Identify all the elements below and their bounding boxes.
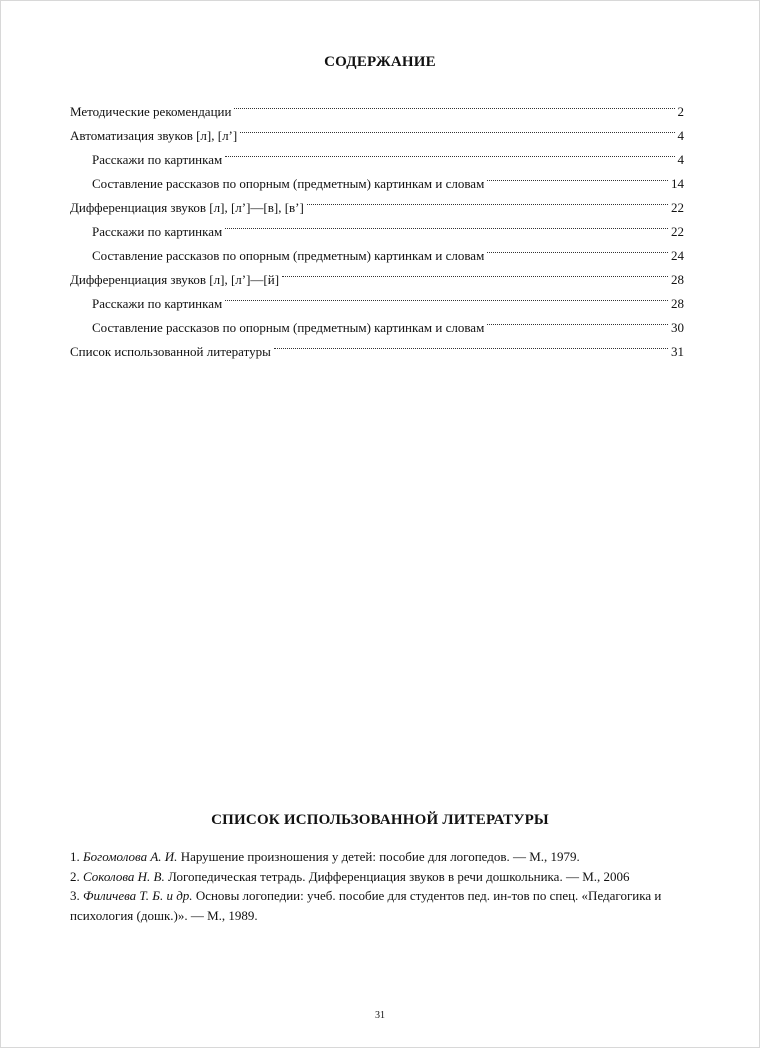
- toc-leader-dots: [282, 260, 668, 284]
- toc-entry-page: 24: [671, 248, 684, 263]
- bibliography-item-text: Основы логопедии: учеб. пособие для студентов пед. ин-тов по спец. «Педагогика и психология (дошк.)». — М., 1989.: [70, 888, 662, 923]
- bibliography-item-number: 3.: [70, 888, 80, 903]
- toc-leader-dots: [225, 212, 668, 236]
- toc-entry[interactable]: [70, 92, 684, 119]
- toc-entry-page: 22: [671, 224, 684, 239]
- table-of-contents: [70, 92, 684, 359]
- toc-entry-page: 14: [671, 176, 684, 191]
- toc-leader-dots: [307, 188, 668, 212]
- bibliography-item-text: Нарушение произношения у детей: пособие для логопедов. — М., 1979.: [180, 849, 580, 864]
- toc-leader-dots: [487, 164, 668, 188]
- toc-entry-label: Составление рассказов по опорным (предметным) картинкам и словам: [92, 320, 485, 335]
- toc-entry-page: 31: [671, 344, 684, 359]
- toc-leader-dots: [234, 92, 674, 116]
- page-number: 31: [375, 1010, 385, 1021]
- toc-entry-label: Составление рассказов по опорным (предметным) картинкам и словам: [92, 248, 485, 263]
- toc-entry-page: 4: [677, 152, 684, 167]
- toc-leader-dots: [487, 236, 668, 260]
- toc-entry-label: Расскажи по картинкам: [92, 296, 223, 311]
- toc-entry-label: Расскажи по картинкам: [92, 224, 223, 239]
- toc-entry-page: 28: [671, 296, 684, 311]
- toc-entry-page: 30: [671, 320, 684, 335]
- toc-title: СОДЕРЖАНИЕ: [324, 54, 436, 70]
- toc-entry-page: 28: [671, 272, 684, 287]
- bibliography-item: [70, 886, 690, 925]
- toc-leader-dots: [225, 284, 668, 308]
- toc-entry-label: Составление рассказов по опорным (предметным) картинкам и словам: [92, 176, 485, 191]
- toc-entry-label: Дифференциация звуков [л], [л’]—[й]: [70, 272, 280, 287]
- bibliography-item-number: 1.: [70, 849, 80, 864]
- bibliography-title: СПИСОК ИСПОЛЬЗОВАННОЙ ЛИТЕРАТУРЫ: [211, 812, 549, 828]
- toc-entry-label: Автоматизация звуков [л], [л’]: [70, 128, 238, 143]
- bibliography-item-number: 2.: [70, 868, 80, 884]
- toc-leader-dots: [240, 116, 674, 140]
- bibliography-item-text: Логопедическая тетрадь. Дифференциация звуков в речи дошкольника. — М., 2006: [167, 868, 630, 884]
- bibliography-item-author: Филичева Т. Б. и др.: [83, 888, 193, 903]
- toc-entry-page: 22: [671, 200, 684, 215]
- toc-leader-dots: [487, 308, 668, 332]
- bibliography-item-author: Богомолова А. И.: [83, 849, 178, 864]
- toc-entry-label: Список использованной литературы: [70, 344, 271, 359]
- toc-entry-label: Дифференциация звуков [л], [л’]—[в], [в’]: [70, 200, 304, 215]
- toc-entry-label: Методические рекомендации: [70, 104, 232, 119]
- bibliography-item: [70, 847, 690, 867]
- bibliography-list: [70, 847, 690, 925]
- toc-leader-dots: [274, 332, 668, 356]
- toc-entry-page: 4: [677, 128, 684, 143]
- toc-entry-label: Расскажи по картинкам: [92, 152, 223, 167]
- bibliography-item: [70, 867, 690, 887]
- toc-leader-dots: [225, 140, 674, 164]
- toc-entry-page: 2: [677, 104, 684, 119]
- bibliography-item-author: Соколова Н. В.: [83, 868, 165, 884]
